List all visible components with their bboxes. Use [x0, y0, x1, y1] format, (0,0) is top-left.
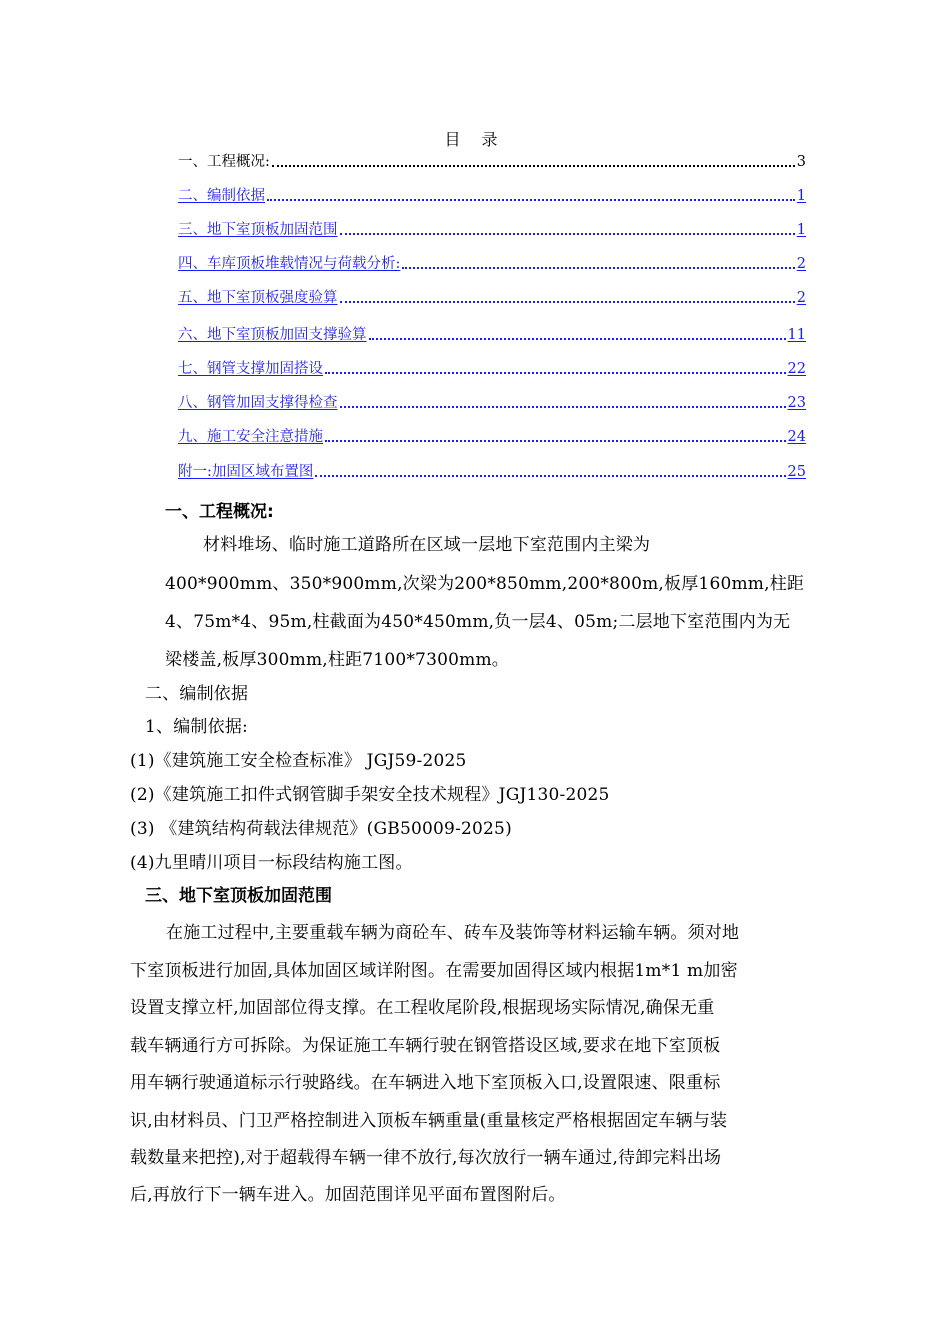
toc-entry-page: 25 — [787, 464, 806, 480]
toc-entry[interactable] — [178, 151, 806, 171]
toc-leader-dots — [325, 439, 786, 442]
toc-entry-page: 2 — [796, 256, 806, 272]
paragraph-line: 载车辆通行方可拆除。为保证施工车辆行驶在钢管搭设区域,要求在地下室顶板 — [130, 1036, 721, 1056]
toc-entry-label: 六、地下室顶板加固支撑验算 — [178, 327, 367, 343]
toc-leader-dots — [340, 300, 795, 303]
toc-entry-page: 22 — [787, 361, 806, 377]
paragraph-line: 材料堆场、临时施工道路所在区域一层地下室范围内主梁为 — [203, 535, 651, 555]
toc-entry-page: 1 — [796, 188, 806, 204]
toc-entry-label: 附一:加固区域布置图 — [178, 464, 314, 480]
toc-entry-label: 九、施工安全注意措施 — [178, 429, 323, 445]
toc-entry-page: 2 — [796, 290, 806, 306]
toc-entry[interactable] — [178, 392, 806, 412]
reference-item: (1)《建筑施工安全检查标准》 JGJ59-2025 — [130, 751, 467, 771]
toc-entry-page: 24 — [787, 429, 806, 445]
paragraph-line: 用车辆行驶通道标示行驶路线。在车辆进入地下室顶板入口,设置限速、限重标 — [130, 1073, 721, 1093]
toc-entry[interactable] — [178, 461, 806, 481]
paragraph-line: 设置支撑立杆,加固部位得支撑。在工程收尾阶段,根据现场实际情况,确保无重 — [130, 998, 715, 1018]
toc-entry-label: 二、编制依据 — [178, 188, 265, 204]
toc-entry-label: 三、地下室顶板加固范围 — [178, 222, 338, 238]
reference-item: (4)九里晴川项目一标段结构施工图。 — [130, 853, 413, 873]
toc-entry-page: 23 — [787, 395, 806, 411]
toc-entry[interactable] — [178, 426, 806, 446]
toc-leader-dots — [325, 371, 786, 374]
section-heading: 二、编制依据 — [145, 684, 249, 704]
toc-title: 目 录 — [444, 130, 506, 149]
toc-entry-page: 3 — [796, 154, 806, 170]
paragraph-line: 梁楼盖,板厚300mm,柱距7100*7300mm。 — [165, 650, 509, 670]
section-heading: 三、地下室顶板加固范围 — [145, 886, 332, 906]
toc-leader-dots — [340, 405, 786, 408]
toc-entry-label: 七、钢管支撑加固搭设 — [178, 361, 323, 377]
reference-item: (3) 《建筑结构荷载法律规范》(GB50009-2025) — [130, 819, 512, 839]
reference-item: (2)《建筑施工扣件式钢管脚手架安全技术规程》JGJ130-2025 — [130, 785, 610, 805]
toc-leader-dots — [340, 232, 795, 235]
paragraph-line: 在施工过程中,主要重载车辆为商砼车、砖车及装饰等材料运输车辆。须对地 — [166, 923, 740, 943]
toc-leader-dots — [272, 164, 795, 167]
toc-leader-dots — [402, 266, 794, 269]
toc-entry-page: 1 — [796, 222, 806, 238]
toc-entry[interactable] — [178, 358, 806, 378]
toc-leader-dots — [315, 474, 785, 477]
paragraph-line: 4、75m*4、95m,柱截面为450*450mm,负一层4、05m;二层地下室范围内为无 — [165, 612, 791, 632]
toc-entry[interactable] — [178, 185, 806, 205]
toc-leader-dots — [369, 337, 786, 340]
paragraph-line: 后,再放行下一辆车进入。加固范围详见平面布置图附后。 — [130, 1185, 566, 1205]
toc-entry[interactable] — [178, 219, 806, 239]
toc-entry-label: 五、地下室顶板强度验算 — [178, 290, 338, 306]
toc-entry[interactable] — [178, 287, 806, 307]
paragraph-line: 载数量来把控),对于超载得车辆一律不放行,每次放行一辆车通过,待卸完料出场 — [130, 1148, 722, 1168]
sub-heading: 1、编制依据: — [145, 717, 248, 737]
toc-entry[interactable] — [178, 253, 806, 273]
toc-entry-page: 11 — [787, 327, 806, 343]
toc-entry-label: 一、工程概况: — [178, 154, 270, 170]
toc-entry-label: 四、车库顶板堆载情况与荷载分析: — [178, 256, 401, 272]
paragraph-line: 识,由材料员、门卫严格控制进入顶板车辆重量(重量核定严格根据固定车辆与装 — [130, 1111, 728, 1131]
toc-entry[interactable] — [178, 324, 806, 344]
toc-entry-label: 八、钢管加固支撑得检查 — [178, 395, 338, 411]
toc-leader-dots — [267, 198, 795, 201]
section-heading: 一、工程概况: — [165, 502, 274, 522]
paragraph-line: 400*900mm、350*900mm,次梁为200*850mm,200*800m,板厚160mm,柱距 — [165, 574, 805, 594]
paragraph-line: 下室顶板进行加固,具体加固区域详附图。在需要加固得区域内根据1m*1 m加密 — [130, 961, 738, 981]
